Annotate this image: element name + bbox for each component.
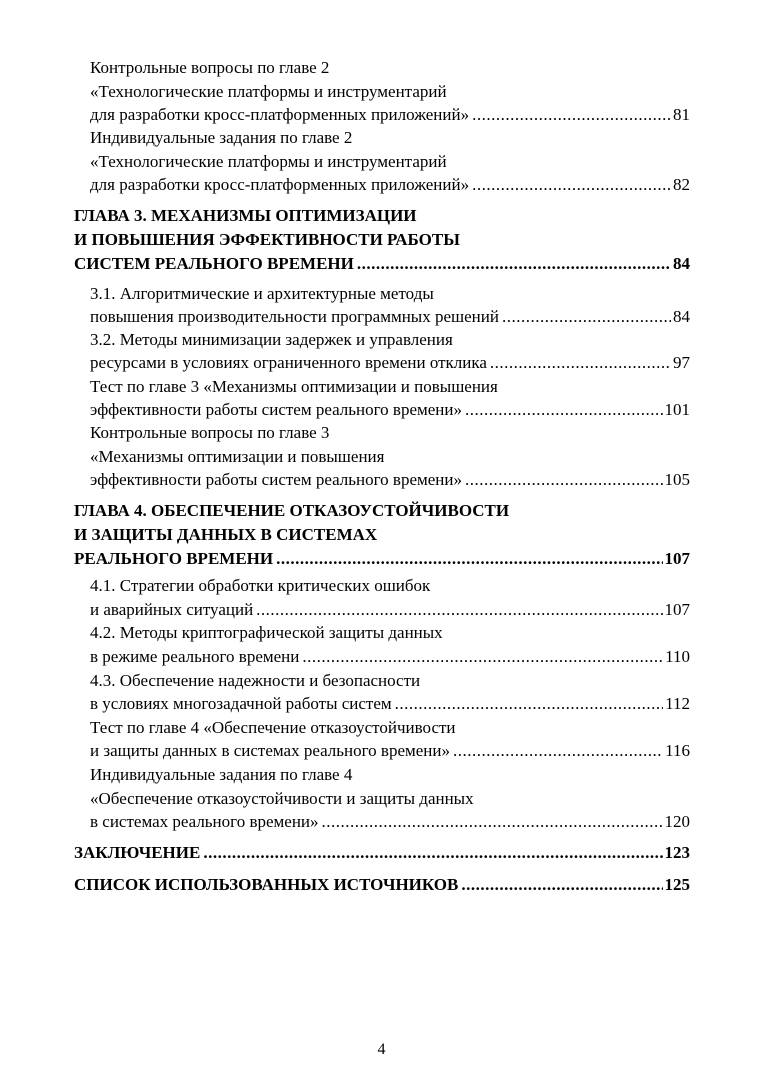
chapter-heading: СИСТЕМ РЕАЛЬНОГО ВРЕМЕНИ [74,254,354,273]
toc-page-number: 81 [673,105,690,124]
toc-page-number: 82 [673,175,690,194]
leader-dots [322,810,663,833]
chapter-heading: ЗАКЛЮЧЕНИЕ [74,843,201,862]
chapter-heading: СПИСОК ИСПОЛЬЗОВАННЫХ ИСТОЧНИКОВ [74,875,459,894]
toc-entry-text: 4.3. Обеспечение надежности и безопасности [90,671,421,690]
toc-entry-text: 3.2. Методы минимизации задержек и управления [90,330,453,349]
toc-entry-section-3-2[interactable] [90,351,690,374]
toc-entry-text: Тест по главе 3 «Механизмы оптимизации и повышения [90,377,498,396]
leader-dots [465,398,663,421]
chapter-heading: И ЗАЩИТЫ ДАННЫХ В СИСТЕМАХ [74,525,378,544]
leader-dots [465,468,663,491]
toc-page-number: 84 [673,307,690,326]
chapter-heading: ГЛАВА 3. МЕХАНИЗМЫ ОПТИМИЗАЦИИ [74,206,417,225]
leader-dots [256,598,662,621]
toc-entry-text: Тест по главе 4 «Обеспечение отказоустойчивости [90,718,456,737]
toc-entry-section-4-2[interactable] [90,645,690,668]
toc-entry-chapter-3[interactable] [74,252,690,275]
toc-entry-text: для разработки кросс-платформенных приложений» [90,175,470,194]
toc-entry-text: в режиме реального времени [90,647,300,666]
leader-dots [502,305,671,328]
toc-entry-text: Индивидуальные задания по главе 4 [90,765,353,784]
toc-page-number: 97 [673,353,690,372]
toc-entry-chapter-4[interactable] [74,547,690,570]
chapter-heading: РЕАЛЬНОГО ВРЕМЕНИ [74,549,274,568]
toc-entry-text: эффективности работы систем реального времени» [90,470,462,489]
leader-dots [472,173,671,196]
toc-entry-text: в условиях многозадачной работы систем [90,694,392,713]
toc-page-number: 107 [664,600,690,619]
toc-entry-text: в системах реального времени» [90,812,319,831]
toc-entry-text: 4.1. Стратегии обработки критических ошибок [90,576,431,595]
toc-page-number: 105 [664,470,690,489]
toc-entry-test-ch3[interactable] [90,398,690,421]
toc-page-number: 112 [665,694,690,713]
leader-dots [203,841,662,864]
toc-entry-text: повышения производительности программных решений [90,307,499,326]
leader-dots [453,739,663,762]
toc-entry-text: «Механизмы оптимизации и повышения [90,447,385,466]
toc-entry-tasks-ch2[interactable] [90,173,690,196]
toc-entry-text: 4.2. Методы криптографической защиты данных [90,623,443,642]
toc-page-number: 110 [665,647,690,666]
toc-entry-text: и защиты данных в системах реального времени» [90,741,450,760]
leader-dots [276,547,662,570]
leader-dots [461,873,662,896]
toc-page-number: 107 [664,549,690,568]
leader-dots [395,692,663,715]
leader-dots [472,103,671,126]
chapter-heading: И ПОВЫШЕНИЯ ЭФФЕКТИВНОСТИ РАБОТЫ [74,230,460,249]
toc-entry-text: и аварийных ситуаций [90,600,254,619]
toc-entry-questions-ch2[interactable] [90,103,690,126]
toc-page-number: 116 [665,741,690,760]
leader-dots [302,645,663,668]
toc-entry-conclusion[interactable] [74,841,690,864]
toc-entry-tasks-ch4[interactable] [90,810,690,833]
toc-page-number: 123 [664,843,690,862]
toc-page-number: 125 [664,875,690,894]
toc-entry-text: «Технологические платформы и инструментарий [90,152,447,171]
toc-page-number: 84 [673,254,690,273]
toc-entry-text: Контрольные вопросы по главе 3 [90,423,330,442]
toc-entry-text: Индивидуальные задания по главе 2 [90,128,353,147]
toc-entry-references[interactable] [74,873,690,896]
leader-dots [490,351,671,374]
chapter-heading: ГЛАВА 4. ОБЕСПЕЧЕНИЕ ОТКАЗОУСТОЙЧИВОСТИ [74,501,510,520]
toc-entry-text: ресурсами в условиях ограниченного времени отклика [90,353,487,372]
toc-entry-section-3-1[interactable] [90,305,690,328]
toc-entry-text: «Обеспечение отказоустойчивости и защиты данных [90,789,474,808]
toc-entry-text: Контрольные вопросы по главе 2 [90,58,330,77]
toc-page-number: 101 [664,400,690,419]
toc-entry-text: для разработки кросс-платформенных приложений» [90,105,470,124]
toc-entry-text: «Технологические платформы и инструментарий [90,82,447,101]
toc-entry-section-4-1[interactable] [90,598,690,621]
toc-entry-text: эффективности работы систем реального времени» [90,400,462,419]
toc-entry-section-4-3[interactable] [90,692,690,715]
toc-entry-questions-ch3[interactable] [90,468,690,491]
toc-entry-text: 3.1. Алгоритмические и архитектурные методы [90,284,434,303]
toc-entry-test-ch4[interactable] [90,739,690,762]
leader-dots [357,252,671,275]
page-number: 4 [377,1041,386,1058]
toc-page-number: 120 [664,812,690,831]
